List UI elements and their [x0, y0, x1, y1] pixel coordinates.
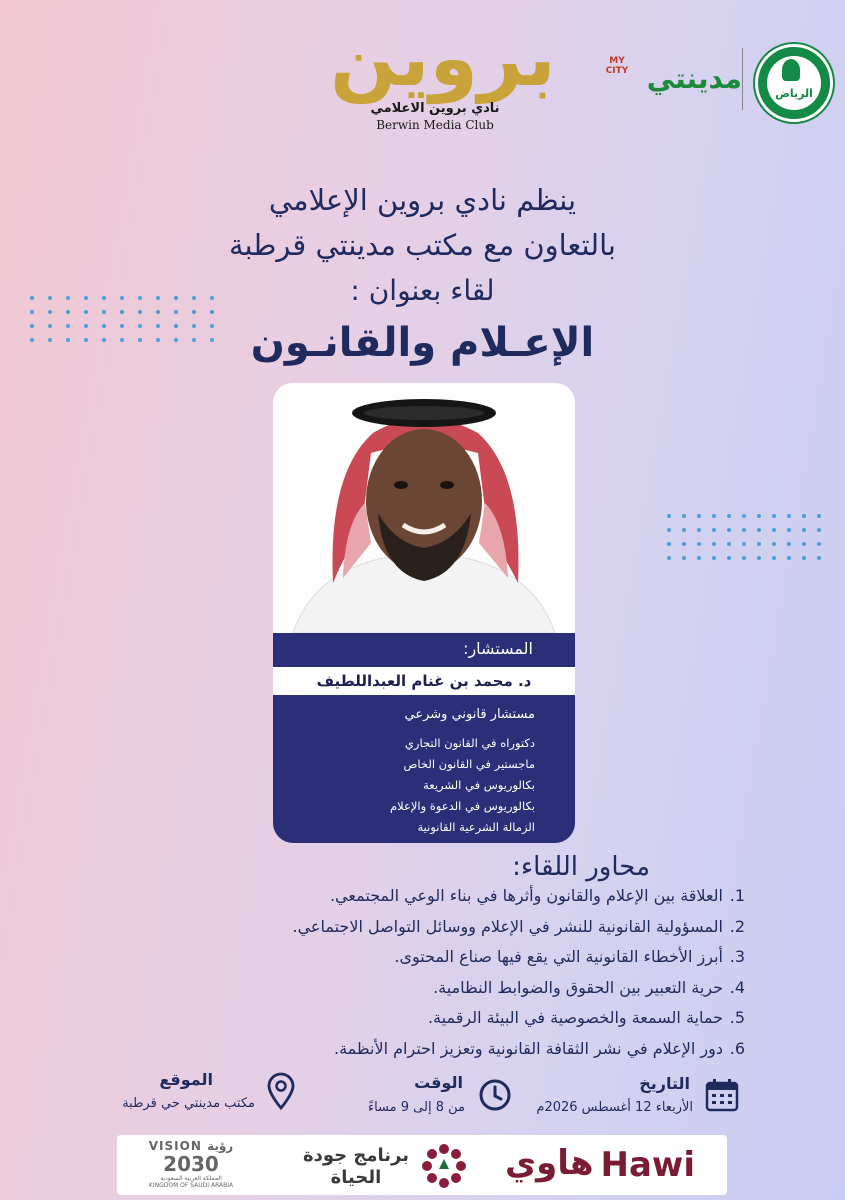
time-label: الوقت — [414, 1073, 463, 1092]
date-value: الأربعاء 12 أغسطس 2026م — [536, 1100, 693, 1115]
quality-of-life-logo — [267, 1141, 467, 1191]
speaker-card — [273, 383, 575, 843]
hawi-logo-ar: هاوي — [505, 1143, 594, 1183]
berwin-logo-subtitle-en: Berwin Media Club — [376, 118, 494, 132]
hawi-logo — [507, 1143, 707, 1189]
sponsors-bar — [117, 1135, 727, 1195]
logo-divider — [742, 48, 743, 110]
topic-item: 5.حماية السمعة والخصوصية في البيئة الرقمية. — [427, 1008, 745, 1027]
date-label: التاريخ — [639, 1074, 690, 1093]
location-label: الموقع — [159, 1070, 213, 1089]
berwin-logo-subtitle-ar: نادي بروين الاعلامي — [370, 101, 500, 116]
event-title: الإعـلام والقانـون — [250, 320, 595, 366]
qualification-item: ماجستير في القانون الخاص — [403, 757, 535, 771]
location-value: مكتب مدينتي حي قرطبة — [122, 1096, 255, 1111]
speaker-info-panel — [273, 633, 575, 843]
dot-pattern-right — [667, 514, 821, 560]
topics-list — [105, 881, 745, 1064]
qualification-item: الزمالة الشرعية القانونية — [417, 820, 535, 834]
riyadh-logo-text: الرياض — [775, 87, 813, 100]
berwin-logo — [330, 12, 556, 157]
intro-line-1: ينظم نادي بروين الإعلامي — [268, 183, 577, 217]
time-value: من 8 إلى 9 مساءً — [367, 1100, 465, 1115]
vision-2030-logo — [131, 1139, 251, 1191]
intro-line-2: بالتعاون مع مكتب مدينتي قرطبة — [229, 228, 616, 262]
clock-icon — [478, 1078, 512, 1112]
mycity-logo-name: مدينتي — [646, 62, 742, 95]
topics-title: محاور اللقاء: — [512, 852, 650, 882]
speaker-photo — [273, 383, 575, 633]
speaker-name: د. محمد بن غنام العبداللطيف — [273, 667, 575, 695]
speaker-role: مستشار قانوني وشرعي — [404, 707, 535, 722]
qualification-item: دكتوراه في القانون التجاري — [404, 736, 535, 750]
topic-item: 1.العلاقة بين الإعلام والقانون وأثرها في بناء الوعي المجتمعي. — [329, 886, 745, 905]
location-pin-icon — [266, 1072, 296, 1110]
hawi-logo-en: Hawi — [600, 1145, 695, 1185]
speaker-qualifications — [390, 733, 535, 838]
topic-item: 6.دور الإعلام في نشر الثقافة القانونية وتعزيز احترام الأنظمة. — [334, 1038, 745, 1058]
topic-item: 2.المسؤولية القانونية للنشر في الإعلام ووسائل التواصل الاجتماعي. — [292, 916, 745, 936]
calendar-icon — [704, 1077, 740, 1113]
mycity-logo-tag: MY CITY — [605, 56, 629, 76]
topic-item: 3.أبرز الأخطاء القانونية التي يقع فيها صناع المحتوى. — [394, 947, 745, 966]
riyadh-municipality-logo — [755, 44, 833, 122]
vision-logo-ar: رؤية — [207, 1139, 234, 1153]
topic-item: 4.حرية التعبير بين الحقوق والضوابط النظامية. — [433, 977, 745, 997]
speaker-label: المستشار: — [463, 639, 533, 658]
palm-icon — [782, 59, 800, 81]
vision-logo-en: VISION — [148, 1139, 202, 1153]
mycity-logo — [592, 52, 742, 112]
quality-of-life-emblem-icon — [421, 1143, 467, 1189]
vision-logo-kingdom-ar: المملكة العربية السعودية — [160, 1175, 222, 1182]
vision-logo-year: 2030 — [163, 1152, 219, 1176]
qualification-item: بكالوريوس في الشريعة — [423, 778, 535, 792]
qualification-item: بكالوريوس في الدعوة والإعلام — [390, 799, 535, 813]
berwin-logo-mark: بروين — [330, 14, 556, 104]
intro-line-3: لقاء بعنوان : — [350, 274, 495, 307]
vision-logo-kingdom-en: KINGDOM OF SAUDI ARABIA — [148, 1182, 234, 1189]
quality-of-life-text: برنامج جودة الحياة — [303, 1145, 409, 1188]
